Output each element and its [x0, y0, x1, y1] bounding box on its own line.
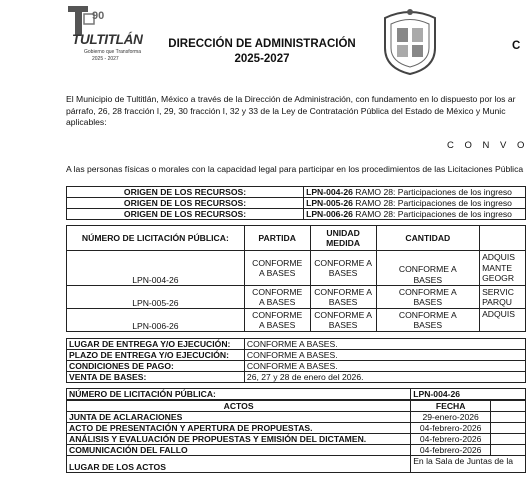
lead-paragraph: A las personas físicas o morales con la capacidad legal para participar en los procedimientos de las Licitaciones Pública	[66, 164, 524, 174]
table-row	[67, 445, 526, 456]
header-cantidad: CANTIDAD	[376, 226, 480, 251]
intro-line-2: párrafo, 26, 28 fracción I, 29, 30 fracción I, 32 y 33 de la Ley de Contratación Pública del Estado de México y Munic	[66, 106, 506, 116]
table-row	[67, 187, 526, 198]
acto-name: ACTO DE PRESENTACIÓN Y APERTURA DE PROPUESTAS.	[67, 423, 411, 434]
table-header-row	[67, 401, 526, 412]
table-row	[67, 412, 526, 423]
table-row	[67, 286, 526, 309]
item-unidad-line2: BASES	[328, 268, 358, 278]
item-unidad	[310, 251, 376, 286]
origen-code: LPN-006-26	[306, 209, 353, 219]
item-partida-line2: A BASES	[259, 268, 296, 278]
item-partida	[244, 309, 310, 332]
item-partida-line1: CONFORME	[252, 257, 303, 268]
item-partida-line2: A BASES	[259, 297, 296, 307]
condition-value: 26, 27 y 28 de enero del 2026.	[244, 372, 525, 383]
item-partida	[244, 286, 310, 309]
item-partida-line1: CONFORME	[252, 309, 303, 320]
acto-extra	[491, 434, 526, 445]
table-row	[67, 251, 526, 286]
header-right-char: C	[512, 40, 521, 52]
item-cantidad-line2: BASES	[413, 320, 443, 330]
item-cantidad	[376, 309, 480, 332]
table-row	[67, 339, 526, 350]
header-descripcion	[480, 226, 526, 251]
acto-extra	[491, 423, 526, 434]
lugar-label: LUGAR DE LOS ACTOS	[67, 456, 411, 473]
items-table	[66, 225, 526, 332]
crest-icon	[377, 6, 443, 76]
item-cantidad-line1: CONFORME A	[398, 309, 457, 320]
estado-de-mexico-crest	[377, 6, 443, 76]
acto-name: COMUNICACIÓN DEL FALLO	[67, 445, 411, 456]
item-desc-line2: MANTE	[482, 262, 513, 273]
tultitlan-logo	[64, 4, 146, 68]
page-subtitle: 2025-2027	[234, 53, 290, 65]
item-cantidad	[376, 286, 480, 309]
origen-text: RAMO 28: Participaciones de los ingreso	[352, 198, 512, 208]
table-row	[67, 456, 526, 473]
condition-label: LUGAR DE ENTREGA Y/O EJECUCIÓN:	[67, 339, 245, 350]
item-cantidad-line1: CONFORME A	[398, 264, 457, 274]
acto-fecha: 04-febrero-2026	[411, 423, 491, 434]
item-desc-line3: GEOGR	[482, 273, 515, 284]
actos-table	[66, 400, 526, 473]
origen-value	[304, 198, 526, 209]
table-row	[67, 389, 526, 400]
logo-years: 2025 - 2027	[92, 56, 119, 62]
item-unidad-line2: BASES	[328, 297, 358, 307]
condition-value: CONFORME A BASES.	[244, 350, 525, 361]
table-row	[67, 361, 526, 372]
item-unidad-line2: BASES	[328, 320, 358, 330]
table-row	[67, 434, 526, 445]
acto-extra	[491, 445, 526, 456]
header-actos: ACTOS	[67, 401, 411, 412]
conditions-table	[66, 338, 526, 383]
acto-name: JUNTA DE ACLARACIONES	[67, 412, 411, 423]
origen-label: ORIGEN DE LOS RECURSOS:	[67, 187, 304, 198]
table-row	[67, 423, 526, 434]
acto-extra	[491, 412, 526, 423]
condition-label: VENTA DE BASES:	[67, 372, 245, 383]
item-descripcion	[480, 286, 526, 309]
lugar-value: En la Sala de Juntas de la	[411, 456, 526, 473]
item-unidad-line1: CONFORME A	[314, 286, 372, 297]
logo-number: 90	[92, 10, 105, 22]
acto-fecha: 04-febrero-2026	[411, 434, 491, 445]
table-row	[67, 350, 526, 361]
header-unidad-line2: MEDIDA	[326, 238, 361, 248]
origen-text: RAMO 28: Participaciones de los ingreso	[352, 209, 512, 219]
table-row	[67, 309, 526, 332]
origen-table	[66, 186, 526, 220]
item-desc-line2: PARQU	[482, 297, 512, 307]
acto-fecha: 04-febrero-2026	[411, 445, 491, 456]
header-fecha: FECHA	[411, 401, 491, 412]
origen-text: RAMO 28: Participaciones de los ingreso	[352, 187, 512, 197]
logo-tagline: Gobierno que Transforma	[84, 49, 141, 55]
item-descripcion: ADQUIS	[480, 309, 526, 332]
header-unidad-line1: UNIDAD	[326, 227, 360, 238]
convocatoria-heading: C O N V O	[447, 140, 528, 151]
item-numero: LPN-005-26	[67, 286, 245, 309]
origen-label: ORIGEN DE LOS RECURSOS:	[67, 209, 304, 220]
numero-label: NÚMERO DE LICITACIÓN PÚBLICA:	[67, 389, 411, 400]
table-row	[67, 372, 526, 383]
header-extra	[491, 401, 526, 412]
acto-name: ANÁLISIS Y EVALUACIÓN DE PROPUESTAS Y EMISIÓN DEL DICTAMEN.	[67, 434, 411, 445]
header-numero: NÚMERO DE LICITACIÓN PÚBLICA:	[67, 226, 245, 251]
table-row	[67, 209, 526, 220]
header-unidad	[310, 226, 376, 251]
item-partida-line2: A BASES	[259, 320, 296, 330]
item-descripcion	[480, 251, 526, 286]
origen-value	[304, 187, 526, 198]
condition-label: CONDICIONES DE PAGO:	[67, 361, 245, 372]
item-numero: LPN-006-26	[67, 309, 245, 332]
condition-value: CONFORME A BASES.	[244, 339, 525, 350]
intro-line-3: aplicables:	[66, 117, 107, 127]
item-numero: LPN-004-26	[67, 251, 245, 286]
item-unidad	[310, 286, 376, 309]
condition-value: CONFORME A BASES.	[244, 361, 525, 372]
item-unidad-line1: CONFORME A	[314, 309, 372, 320]
origen-value	[304, 209, 526, 220]
numero-table	[66, 388, 526, 400]
item-cantidad-line2: BASES	[413, 274, 443, 285]
numero-value: LPN-004-26	[411, 389, 526, 400]
origen-code: LPN-005-26	[306, 198, 353, 208]
table-header-row	[67, 226, 526, 251]
item-partida	[244, 251, 310, 286]
item-unidad-line1: CONFORME A	[314, 257, 372, 268]
origen-label: ORIGEN DE LOS RECURSOS:	[67, 198, 304, 209]
condition-label: PLAZO DE ENTREGA Y/O EJECUCIÓN:	[67, 350, 245, 361]
header-partida: PARTIDA	[244, 226, 310, 251]
origen-code: LPN-004-26	[306, 187, 353, 197]
acto-fecha: 29-enero-2026	[411, 412, 491, 423]
item-partida-line1: CONFORME	[252, 286, 303, 297]
item-cantidad-line1: CONFORME A	[398, 286, 457, 297]
logo-name: TULTITLÁN	[72, 32, 143, 47]
page-title: DIRECCIÓN DE ADMINISTRACIÓN	[168, 38, 356, 50]
item-cantidad	[376, 251, 480, 286]
item-unidad	[310, 309, 376, 332]
item-cantidad-line2: BASES	[413, 297, 443, 307]
item-desc-line1: SERVIC	[482, 286, 514, 297]
item-desc-line1: ADQUIS	[482, 252, 516, 263]
table-row	[67, 198, 526, 209]
intro-line-1: El Municipio de Tultitlán, México a través de la Dirección de Administración, con fundamento en lo dispuesto por los ar	[66, 94, 516, 104]
